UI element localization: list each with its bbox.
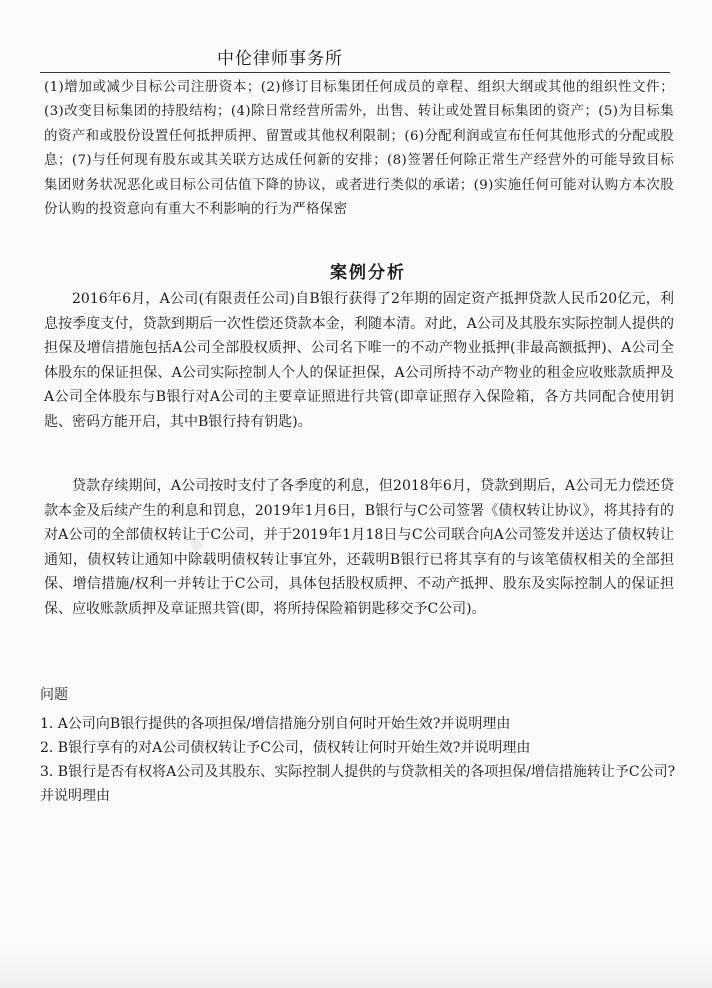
watermark: · · · [100, 511, 222, 618]
header-divider [40, 72, 670, 73]
question-item: 2. B银行享有的对A公司债权转让予C公司，债权转让何时开始生效?并说明理由 [40, 740, 531, 756]
case-paragraph-2: 贷款存续期间，A公司按时支付了各季度的利息，但2018年6月，贷款到期后，A公司无力偿还贷款本金及后续产生的利息和罚息，2019年1月6日，B银行与C公司签署《债权转让协议》，将其持有的对A公司的全部债权转让于C公司，并于2019年1月18日与C公司联合向A公司签发并送达了债权转让通知，债权转让通知中除载明债权转让事宜外，还载明B银行已将其享有的与该笔债权相关的全部担保、增信措施/权利一并转让于C公司，具体包括股权质押、不动产抵押、股东及实际控制人的保证担保、应收账款质押及章证照共管(即，将所持保险箱钥匙移交予C公司)。 [44, 478, 674, 617]
question-item: 3. B银行是否有权将A公司及其股东、实际控制人提供的与贷款相关的各项担保/增信措施转让予C公司?并说明理由 [40, 764, 676, 804]
questions-list [40, 712, 680, 808]
clauses-paragraph: (1)增加或减少目标公司注册资本；(2)修订目标集团任何成员的章程、组织大纲或其他的组织性文件；(3)改变目标集团的持股结构；(4)除日常经营所需外，出售、转让或处置目标集团的资产；(5)为目标集的资产和或股份设置任何抵押质押、留置或其他权利限制；(6)分配利润或宣布任何其他形式的分配或股息；(7)与任何现有股东或其关联方达成任何新的安排；(8)签署任何除正常生产经营外的可能导致目标集团财务状况恶化或目标公司估值下降的协议，或者进行类似的承诺；(9)实施任何可能对认购方本次股份认购的投资意向有重大不利影响的行为严格保密 [44, 80, 674, 218]
question-item: 1. A公司向B银行提供的各项担保/增信措施分别自何时开始生效?并说明理由 [40, 716, 511, 732]
page-edge-shadow [0, 948, 712, 988]
questions-heading: 问题 [40, 687, 68, 703]
firm-name-header: 中伦律师事务所 [217, 49, 343, 69]
case-analysis-title: 案例分析 [330, 263, 406, 283]
case-paragraph-1: 2016年6月，A公司(有限责任公司)自B银行获得了2年期的固定资产抵押贷款人民币20亿元，利息按季度支付，贷款到期后一次性偿还贷款本金，利随本清。对此，A公司及其股东实际控制人提供的担保及增信措施包括A公司全部股权质押、公司名下唯一的不动产物业抵押(非最高额抵押)、A公司全体股东的保证担保、A公司实际控制人个人的保证担保，A公司所持不动产物业的租金应收账款质押及A公司全体股东与B银行对A公司的主要章证照进行共管(即章证照存入保险箱，各方共同配合使用钥匙、密码方能开启，其中B银行持有钥匙)。 [44, 291, 674, 430]
